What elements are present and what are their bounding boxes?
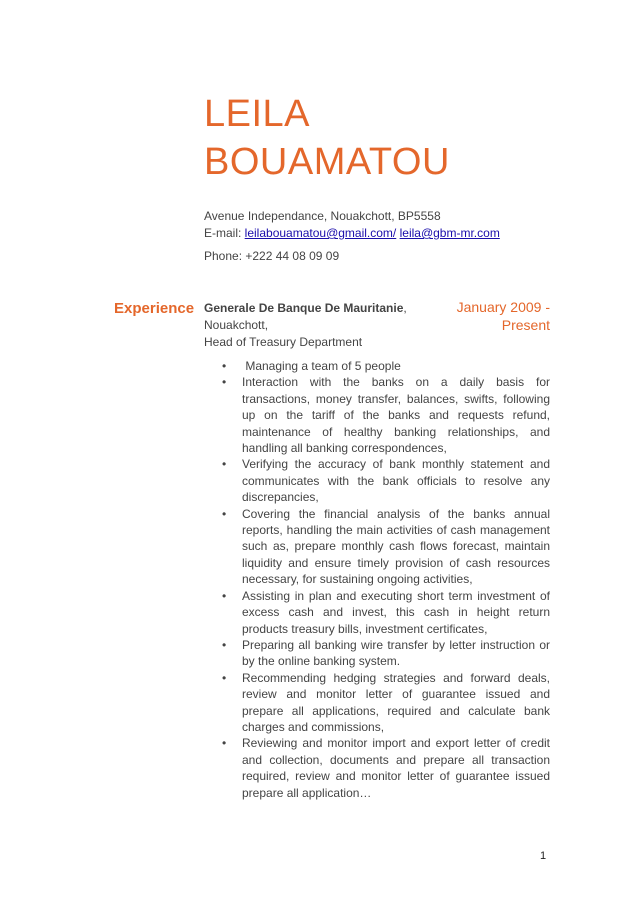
bullet-icon: • [222,670,227,685]
duty-text: Managing a team of 5 people [242,359,401,373]
bullet-icon: • [222,457,227,472]
email-link-gmail[interactable]: leilabouamatou@gmail.com/ [244,226,397,240]
first-name: LEILA [204,93,311,135]
duty-text: Covering the financial analysis of the banks annual reports, handling the main activities of cash management such as, prepare monthly cash flows forecast, maintain liquidity and ensure timely provision of cash resources necessary, for sustaining ongoing activities, [242,506,550,587]
email-line [204,225,500,242]
duty-text: Interaction with the banks on a daily basis for transactions, money transfer, balances, swifts, following up on the tariff of the banks and requests refund, maintenance of healthy banking relationships, and handling all banking correspondences, [242,375,550,456]
candidate-name [204,90,450,186]
bullet-icon: • [222,359,227,373]
company-name: Generale De Banque De Mauritanie [204,301,404,315]
duties-list [220,358,550,801]
contact-block [204,208,500,265]
duty-item [220,506,550,588]
bullet-icon: • [222,637,227,652]
date-start: January 2009 - [456,299,550,315]
duty-item [220,358,550,374]
last-name: BOUAMATOU [204,141,450,183]
duty-text: Verifying the accuracy of bank monthly statement and communicates with the bank officials to resolve any discrepancies, [242,457,550,505]
job-date-range [457,298,550,334]
duty-item [220,735,550,801]
bullet-icon: • [222,588,227,603]
duty-item [220,670,550,736]
duty-text: Reviewing and monitor import and export letter of credit and collection, documents and prepare all transaction required, review and monitor letter of guarantee issued prepare all application… [242,736,550,800]
email-label: E-mail: [204,226,245,240]
company-suffix: , [403,301,407,315]
bullet-icon: • [222,375,227,390]
job-location: Nouakchott, [204,318,269,332]
address: Avenue Independance, Nouakchott, BP5558 [204,209,441,223]
duty-item [220,637,550,670]
phone: Phone: +222 44 08 09 09 [204,249,340,263]
date-end: Present [501,317,550,333]
duty-text: Assisting in plan and executing short term investment of excess cash and invest, this cash in height return products treasury bills, investment certificates, [242,588,550,636]
duty-text: Recommending hedging strategies and forward deals, review and monitor letter of guarantee issued and prepare all applications, required and calculate bank charges and commissions, [242,670,550,734]
section-heading-experience: Experience [114,300,195,317]
duty-item [220,588,550,637]
bullet-icon: • [222,736,227,751]
duty-item [220,374,550,456]
bullet-icon: • [222,506,227,521]
email-link-gbm[interactable]: leila@gbm-mr.com [399,226,500,240]
job-role: Head of Treasury Department [204,335,363,349]
duty-item [220,456,550,505]
duty-text: Preparing all banking wire transfer by letter instruction or by the online banking system. [242,637,550,669]
page-number: 1 [540,850,547,862]
